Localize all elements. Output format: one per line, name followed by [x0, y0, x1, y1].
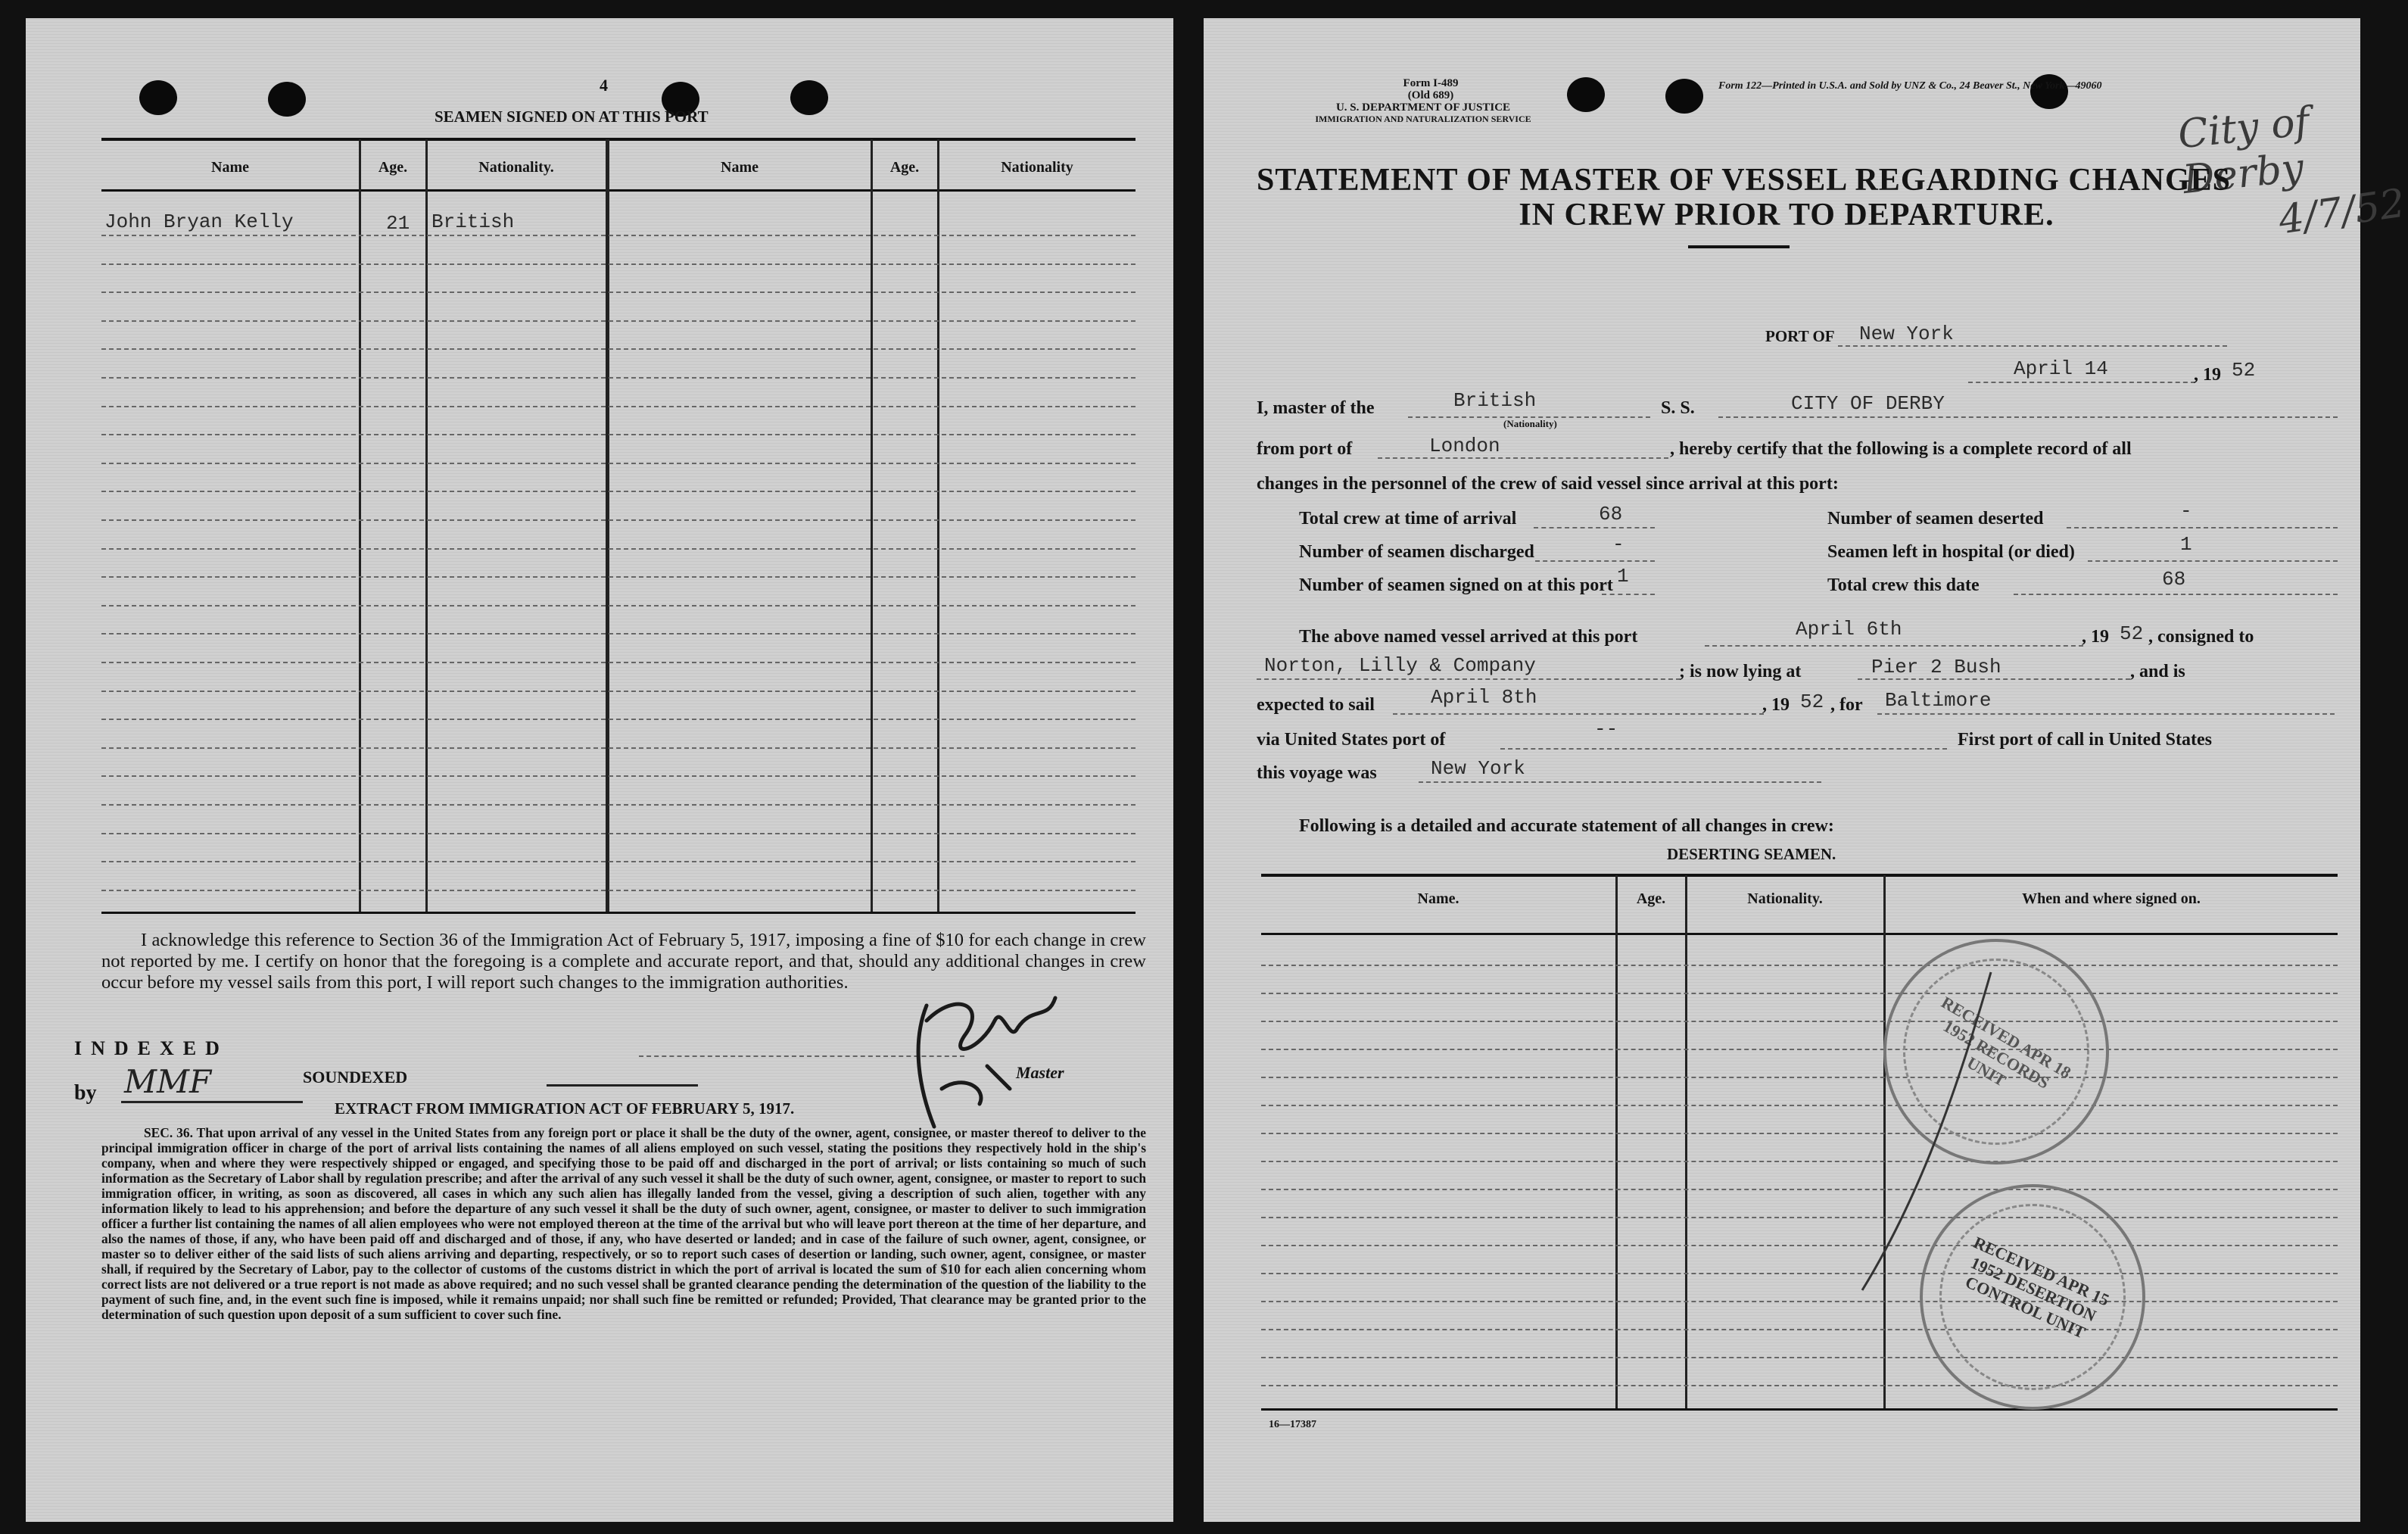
by-label: by [74, 1081, 97, 1105]
lying-at-label: ; is now lying at [1679, 662, 1802, 681]
total-crew-arrival-label: Total crew at time of arrival [1299, 509, 1517, 528]
for-line [1877, 713, 2335, 715]
ruled-line [1261, 1245, 2338, 1246]
vessel-line [1718, 416, 2338, 418]
seaman-age: 21 [386, 212, 410, 235]
ruled-line [1261, 1077, 2338, 1078]
initials-signature: MMF [124, 1063, 212, 1100]
form-title-line1: STATEMENT OF MASTER OF VESSEL REGARDING CHANGES [1257, 163, 2232, 198]
lying-at-value: Pier 2 Bush [1871, 656, 2001, 678]
following-text: Following is a detailed and accurate statement of all changes in crew: [1299, 816, 1834, 836]
arrived-line [1705, 645, 2083, 647]
stamp-text: RECEIVED APR 15 1952 DESERTION CONTROL UNIT [1962, 1233, 2113, 1342]
deserted-line [2067, 527, 2338, 528]
column-divider [871, 139, 873, 912]
punch-hole [139, 80, 177, 115]
table-bottom-rule [101, 912, 1135, 914]
for-value: Baltimore [1885, 689, 1992, 712]
ruled-line [101, 235, 1135, 236]
certify-text: , hereby certify that the following is a complete record of all [1670, 439, 2132, 459]
expected-label: expected to sail [1257, 695, 1375, 715]
indexed-underline [121, 1101, 303, 1103]
deserting-header-signed-on: When and where signed on. [2022, 890, 2201, 907]
ruled-line [101, 833, 1135, 834]
hospital-value: 1 [2180, 533, 2192, 556]
right-page [1204, 18, 2408, 1522]
service: IMMIGRATION AND NATURALIZATION SERVICE [1315, 114, 1531, 124]
ruled-line [101, 719, 1135, 720]
via-value: -- [1594, 718, 1618, 740]
ruled-line [101, 377, 1135, 379]
ruled-line [101, 605, 1135, 606]
discharged-value: - [1612, 533, 1625, 556]
via-line [1500, 748, 1947, 750]
total-crew-arrival-value: 68 [1599, 503, 1623, 525]
port-of-label: PORT OF [1765, 327, 1835, 345]
nationality-caption: (Nationality) [1503, 418, 1557, 429]
seamen-signed-heading: SEAMEN SIGNED ON AT THIS PORT [435, 108, 709, 126]
ruled-line [101, 691, 1135, 692]
ink-stroke [1847, 965, 1998, 1298]
printer-note: Form 122—Printed in U.S.A. and Sold by UNZ & Co., 24 Beaver St., New York—49060 [1718, 80, 2102, 92]
extract-text: SEC. 36. That upon arrival of any vessel in the United States from any foreign port or place it shall be the duty of the owner, agent, consignee, or master thereof to deliver to the principal immigration officer in charge of the port of arrival lists containing the names of all aliens employed on such vessel, stating the positions they respectively hold in the ship's company, when and where they were respectively shipped or engaged, and specifying those to be paid off and discharged in the port of arrival; or lists containing so much of such information as the Secretary of Labor shall by regulation prescribe; and after the arrival of any such vessel it shall be the duty of such owner, agent, consignee, or master to report to such immigration officer, in writing, as soon as discovered, all cases in which any such alien has illegally landed from the vessel, giving a description of such alien, together with any information likely to lead to his apprehension; and before the departure of any such vessel it shall be the duty of such owner, agent, consignee, or master to deliver to such immigration officer a further list containing the names of all alien employees who were not employed thereon at the time of the arrival but who will leave port thereon at the time of her departure, and also the names of those, if any, who have been paid off and discharged and of those, if any, who have deserted or landed; and in case of the failure of such owner, agent, consignee, or master so to deliver either of the said lists of such aliens arriving and departing, respectively, or so to report such cases of desertion or landing, such owner, agent, consignee, or master shall, if required by the Secretary of Labor, pay to the collector of customs of the customs district in which the port of arrival is located the sum of $10 for each alien concerning whom correct lists are not delivered or a true report is not made as above required; and no such vessel shall be granted clearance pending the determination of the question of the liability to the payment of such fine, and, in the event such fine is imposed, while it remains unpaid; nor shall such fine be remitted or refunded; Provided, That clearance may be granted prior to the determination of such question upon deposit of a sum sufficient to cover such fine. [101, 1125, 1146, 1322]
form-old: (Old 689) [1407, 89, 1454, 101]
ruled-line [1261, 965, 2338, 966]
total-crew-date-value: 68 [2162, 568, 2186, 591]
date-line [1968, 382, 2195, 383]
consignee-line [1257, 678, 1681, 680]
ruled-line [1261, 1189, 2338, 1190]
ruled-line [101, 491, 1135, 492]
ruled-line [101, 406, 1135, 407]
arrived-year-prefix: , 19 [2082, 627, 2109, 647]
ruled-line [101, 890, 1135, 891]
deserting-header-nationality: Nationality. [1747, 890, 1823, 907]
handwritten-date: 4/7/52 [2276, 180, 2408, 244]
voyage-value: New York [1431, 757, 1525, 780]
master-label: Master [1016, 1063, 1064, 1082]
signed-on-line [1602, 594, 1655, 595]
expected-value: April 8th [1431, 686, 1537, 709]
ruled-line [101, 662, 1135, 663]
consignee-value: Norton, Lilly & Company [1264, 654, 1536, 677]
ruled-line [101, 576, 1135, 578]
discharged-line [1535, 560, 1655, 562]
hospital-line [2088, 560, 2338, 562]
indexed-label: INDEXED [74, 1037, 229, 1059]
total-crew-date-line [2014, 594, 2338, 595]
lying-at-line [1858, 678, 2130, 680]
stamp-text: RECEIVED APR 18 1952 RECORDS UNIT [1938, 992, 2075, 1093]
punch-hole [268, 82, 306, 117]
soundexed-label: SOUNDEXED [303, 1068, 408, 1087]
column-header-name: Name [211, 159, 249, 176]
date-value: April 14 [2014, 357, 2108, 380]
form-title-line2: IN CREW PRIOR TO DEPARTURE. [1519, 198, 2054, 232]
master-of-label: I, master of the [1257, 398, 1375, 418]
total-crew-date-label: Total crew this date [1827, 575, 1980, 595]
vessel-name: CITY OF DERBY [1791, 392, 1945, 415]
acknowledgement-text: I acknowledge this reference to Section 36 of the Immigration Act of February 5, 1917, imposing a fine of $10 for each change in crew not reported by me. I certify on honor that the foregoing is a complete and accurate report, and that, should any additional changes in crew occur before my vessel sails from this port, I will report such changes to the immigration authorities. [101, 930, 1146, 993]
ruled-line [101, 320, 1135, 322]
ruled-line [101, 804, 1135, 806]
seaman-name: John Bryan Kelly [104, 210, 294, 233]
ruled-line [1261, 1273, 2338, 1274]
ruled-line [1261, 1385, 2338, 1386]
deserted-label: Number of seamen deserted [1827, 509, 2044, 528]
ruled-line [101, 292, 1135, 293]
year-value: 52 [2232, 359, 2256, 382]
port-of-value: New York [1859, 323, 1954, 345]
deserting-heading: DESERTING SEAMEN. [1667, 845, 1836, 863]
expected-year-value: 52 [1800, 691, 1824, 713]
ruled-line [101, 519, 1135, 521]
first-port-label: First port of call in United States [1958, 730, 2212, 750]
department: U. S. DEPARTMENT OF JUSTICE [1335, 101, 1511, 114]
deserting-top-rule [1261, 874, 2338, 877]
discharged-label: Number of seamen discharged [1299, 542, 1534, 562]
voyage-label: this voyage was [1257, 763, 1377, 783]
column-header-name: Name [721, 159, 759, 176]
expected-year-prefix: , 19 [1762, 695, 1790, 715]
deserting-header-name: Name. [1417, 890, 1459, 907]
signed-on-label: Number of seamen signed on at this port [1299, 575, 1613, 595]
ruled-line [101, 434, 1135, 435]
ss-label: S. S. [1661, 398, 1695, 418]
ruled-line [101, 775, 1135, 777]
via-label: via United States port of [1257, 730, 1446, 750]
page-number: 4 [600, 76, 608, 95]
for-label: , for [1830, 695, 1863, 715]
form-number: Form I-489 [1403, 77, 1459, 89]
punch-hole [790, 80, 828, 115]
left-page [26, 18, 1173, 1522]
deserting-header-rule [1261, 933, 2338, 935]
ruled-line [1261, 1301, 2338, 1302]
ruled-line [101, 463, 1135, 464]
changes-text: changes in the personnel of the crew of said vessel since arrival at this port: [1257, 474, 1839, 494]
column-divider [425, 139, 428, 912]
master-signature [896, 975, 1093, 1142]
extract-heading: EXTRACT FROM IMMIGRATION ACT OF FEBRUARY 5, 1917. [335, 1099, 795, 1118]
ruled-line [101, 348, 1135, 350]
column-header-nationality: Nationality [1001, 159, 1073, 176]
ruled-line [1261, 1329, 2338, 1330]
and-is-label: , and is [2130, 662, 2185, 681]
total-crew-arrival-line [1534, 527, 1655, 528]
arrived-year-value: 52 [2120, 622, 2144, 645]
expected-line [1393, 713, 1764, 715]
soundexed-rule [547, 1084, 698, 1087]
voyage-line [1419, 781, 1821, 783]
table-header-rule [101, 189, 1135, 192]
ruled-line [1261, 1357, 2338, 1358]
hospital-label: Seamen left in hospital (or died) [1827, 542, 2075, 562]
ruled-line [101, 633, 1135, 634]
year-prefix: , 19 [2194, 365, 2221, 385]
ruled-line [1261, 993, 2338, 994]
ruled-line [1261, 1217, 2338, 1218]
footer-code: 16—17387 [1269, 1419, 1316, 1430]
signed-on-value: 1 [1617, 565, 1629, 588]
table-top-rule [101, 138, 1135, 141]
column-header-age: Age. [378, 159, 408, 176]
port-of-line [1838, 345, 2227, 347]
column-header-nationality: Nationality. [478, 159, 554, 176]
title-underline [1688, 245, 1790, 248]
seaman-nationality: British [431, 210, 515, 233]
ruled-line [101, 861, 1135, 862]
ruled-line [1261, 1049, 2338, 1050]
punch-hole [1665, 79, 1703, 114]
ruled-line [101, 263, 1135, 265]
deserting-bottom-rule [1261, 1408, 2338, 1411]
ruled-line [1261, 1161, 2338, 1162]
ruled-line [101, 747, 1135, 749]
ruled-line [1261, 1133, 2338, 1134]
ruled-line [101, 548, 1135, 550]
column-divider [937, 139, 939, 912]
column-header-age: Age. [889, 159, 920, 176]
from-port-label: from port of [1257, 439, 1353, 459]
from-port-value: London [1429, 435, 1500, 457]
column-divider [359, 139, 361, 912]
column-divider [606, 139, 609, 912]
ruled-line [1261, 1021, 2338, 1022]
from-port-line [1378, 457, 1668, 459]
handwritten-vessel-note: City of Derby [2176, 98, 2312, 204]
nationality-value: British [1453, 389, 1537, 412]
consigned-to-label: , consigned to [2148, 627, 2254, 647]
arrived-value: April 6th [1796, 618, 1902, 641]
arrived-label: The above named vessel arrived at this port [1299, 627, 1638, 647]
deserting-header-age: Age. [1636, 890, 1666, 907]
deserted-value: - [2180, 500, 2192, 522]
ruled-line [1261, 1105, 2338, 1106]
